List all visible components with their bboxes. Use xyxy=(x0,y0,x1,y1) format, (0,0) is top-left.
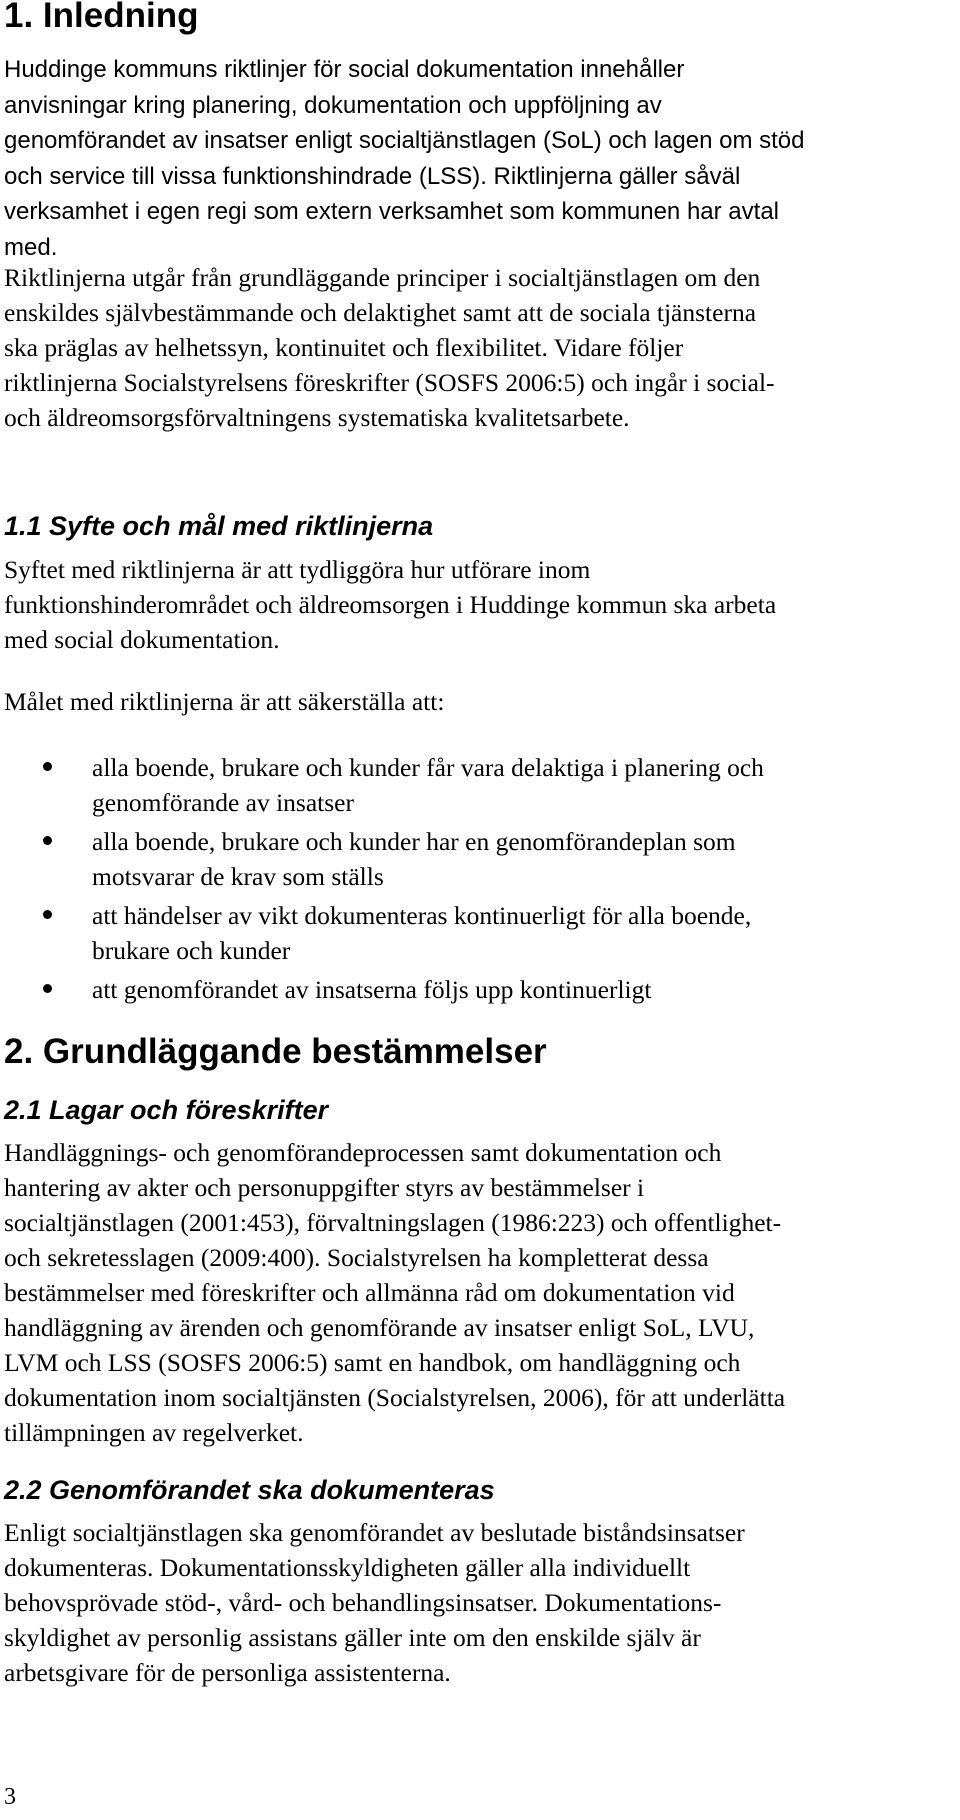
heading-genomforandet: 2.2 Genomförandet ska dokumenteras xyxy=(4,1475,495,1505)
text-line: funktionshinderområdet och äldreomsorgen i Huddinge kommun ska arbeta xyxy=(4,590,777,619)
text-line: alla boende, brukare och kunder har en genomförandeplan som xyxy=(92,827,736,856)
text-line: ska präglas av helhetssyn, kontinuitet och flexibilitet. Vidare följer xyxy=(4,333,684,362)
heading-inledning: 1. Inledning xyxy=(4,0,199,35)
paragraph-intro xyxy=(4,52,959,265)
text-line: och sekretesslagen (2009:400). Socialstyrelsen ha kompletterat dessa xyxy=(4,1243,709,1272)
text-line: Huddinge kommuns riktlinjer för social dokumentation innehåller xyxy=(4,56,685,83)
text-line: socialtjänstlagen (2001:453), förvaltningslagen (1986:223) och offentlighet- xyxy=(4,1208,782,1237)
goals-list xyxy=(0,750,960,1011)
paragraph-lagar xyxy=(4,1135,959,1450)
text-line: behovsprövade stöd-, vård- och behandlingsinsatser. Dokumentations- xyxy=(4,1588,722,1617)
paragraph-principles xyxy=(4,260,959,435)
text-line: dokumentation inom socialtjänsten (Socialstyrelsen, 2006), för att underlätta xyxy=(4,1383,786,1412)
list-item xyxy=(0,898,960,968)
text-line: genomförandet av insatser enligt socialtjänstlagen (SoL) och lagen om stöd xyxy=(4,127,805,154)
list-item xyxy=(0,824,960,894)
text-line: skyldighet av personlig assistans gäller inte om den enskilde själv är xyxy=(4,1623,701,1652)
heading-lagar: 2.1 Lagar och föreskrifter xyxy=(4,1095,329,1125)
text-line: Syftet med riktlinjerna är att tydliggöra hur utförare inom xyxy=(4,555,591,584)
paragraph-malet xyxy=(4,684,959,719)
text-line: dokumenteras. Dokumentationsskyldigheten gäller alla individuellt xyxy=(4,1553,691,1582)
heading-syfte: 1.1 Syfte och mål med riktlinjerna xyxy=(4,511,434,541)
text-line: LVM och LSS (SOSFS 2006:5) samt en handbok, om handläggning och xyxy=(4,1348,741,1377)
bullet-icon xyxy=(43,762,52,771)
text-line: arbetsgivare för de personliga assistenterna. xyxy=(4,1658,451,1687)
text-line: motsvarar de krav som ställs xyxy=(92,862,384,891)
text-line: bestämmelser med föreskrifter och allmänna råd om dokumentation vid xyxy=(4,1278,735,1307)
bullet-icon xyxy=(43,836,52,845)
heading-grundlaggande: 2. Grundläggande bestämmelser xyxy=(4,1032,547,1071)
text-line: enskildes självbestämmande och delaktighet samt att de sociala tjänsterna xyxy=(4,298,757,327)
text-line: tillämpningen av regelverket. xyxy=(4,1418,304,1447)
bullet-icon xyxy=(43,984,52,993)
list-item xyxy=(0,972,960,1007)
paragraph-syfte xyxy=(4,552,959,657)
text-line: hantering av akter och personuppgifter styrs av bestämmelser i xyxy=(4,1173,645,1202)
text-line: brukare och kunder xyxy=(92,936,291,965)
text-line: genomförande av insatser xyxy=(92,788,354,817)
text-line: verksamhet i egen regi som extern verksamhet som kommunen har avtal xyxy=(4,198,779,225)
text-line: handläggning av ärenden och genomförande av insatser enligt SoL, LVU, xyxy=(4,1313,755,1342)
text-line: att händelser av vikt dokumenteras kontinuerligt för alla boende, xyxy=(92,901,752,930)
text-line: att genomförandet av insatserna följs upp kontinuerligt xyxy=(92,975,652,1004)
text-line: och äldreomsorgsförvaltningens systematiska kvalitetsarbete. xyxy=(4,403,630,432)
text-line: anvisningar kring planering, dokumentation och uppföljning av xyxy=(4,91,662,119)
text-line: Målet med riktlinjerna är att säkerställa att: xyxy=(4,687,445,716)
text-line: Enligt socialtjänstlagen ska genomförandet av beslutade biståndsinsatser xyxy=(4,1518,745,1547)
page-number: 3 xyxy=(4,1784,16,1810)
text-line: Riktlinjerna utgår från grundläggande principer i socialtjänstlagen om den xyxy=(4,263,761,292)
text-line: Handläggnings- och genomförandeprocessen samt dokumentation och xyxy=(4,1138,722,1167)
bullet-icon xyxy=(43,910,52,919)
text-line: alla boende, brukare och kunder får vara delaktiga i planering och xyxy=(92,753,764,782)
paragraph-genomforandet xyxy=(4,1515,959,1690)
text-line: riktlinjerna Socialstyrelsens föreskrifter (SOSFS 2006:5) och ingår i social- xyxy=(4,368,775,397)
text-line: med. xyxy=(4,233,58,261)
list-item xyxy=(0,750,960,820)
text-line: med social dokumentation. xyxy=(4,625,280,654)
text-line: och service till vissa funktionshindrade (LSS). Riktlinjerna gäller såväl xyxy=(4,162,741,190)
